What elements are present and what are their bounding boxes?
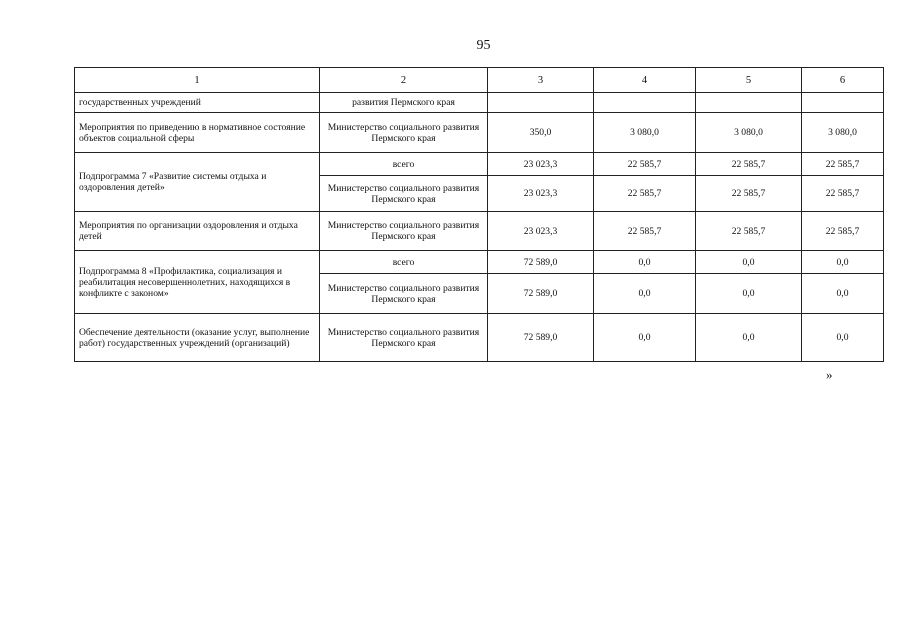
value-cell: 23 023,3: [488, 212, 594, 251]
column-header: 2: [320, 68, 488, 93]
value-cell: 0,0: [802, 251, 884, 274]
value-cell: 0,0: [802, 274, 884, 314]
table-row: [75, 153, 884, 176]
value-cell: [488, 93, 594, 113]
value-cell: 3 080,0: [696, 113, 802, 153]
row-name-cell: государственных учреждений: [75, 93, 320, 113]
row-executor-cell: Министерство социального развития Пермского края: [320, 314, 488, 362]
row-executor-cell: всего: [320, 251, 488, 274]
row-executor-cell: Министерство социального развития Пермского края: [320, 176, 488, 212]
value-cell: 22 585,7: [696, 153, 802, 176]
value-cell: 22 585,7: [802, 176, 884, 212]
row-name-cell: Обеспечение деятельности (оказание услуг, выполнение работ) государственных учреждений (организаций): [75, 314, 320, 362]
value-cell: 22 585,7: [802, 153, 884, 176]
column-header: 4: [594, 68, 696, 93]
column-header: 5: [696, 68, 802, 93]
value-cell: 22 585,7: [594, 153, 696, 176]
value-cell: 23 023,3: [488, 176, 594, 212]
value-cell: 22 585,7: [696, 176, 802, 212]
value-cell: 72 589,0: [488, 251, 594, 274]
row-executor-cell: Министерство социального развития Пермского края: [320, 113, 488, 153]
table-row: [75, 212, 884, 251]
row-executor-cell: Министерство социального развития Пермского края: [320, 274, 488, 314]
value-cell: 0,0: [696, 274, 802, 314]
table-row: [75, 113, 884, 153]
value-cell: [802, 93, 884, 113]
column-header: 3: [488, 68, 594, 93]
value-cell: 22 585,7: [696, 212, 802, 251]
value-cell: 0,0: [594, 251, 696, 274]
value-cell: 72 589,0: [488, 274, 594, 314]
value-cell: 22 585,7: [594, 176, 696, 212]
value-cell: 23 023,3: [488, 153, 594, 176]
column-header: 1: [75, 68, 320, 93]
page-number: 95: [476, 38, 491, 53]
value-cell: [696, 93, 802, 113]
value-cell: 0,0: [696, 251, 802, 274]
table-header-row: [75, 68, 884, 93]
row-executor-cell: Министерство социального развития Пермского края: [320, 212, 488, 251]
row-name-cell: Подпрограмма 8 «Профилактика, социализация и реабилитация несовершеннолетних, находящихся в конфликте с законом»: [75, 251, 320, 314]
row-executor-cell: всего: [320, 153, 488, 176]
value-cell: 72 589,0: [488, 314, 594, 362]
budget-table: [74, 67, 884, 362]
table-row: [75, 314, 884, 362]
row-name-cell: Мероприятия по приведению в нормативное состояние объектов социальной сферы: [75, 113, 320, 153]
value-cell: 22 585,7: [802, 212, 884, 251]
value-cell: 350,0: [488, 113, 594, 153]
value-cell: 0,0: [696, 314, 802, 362]
table-row: [75, 93, 884, 113]
value-cell: 22 585,7: [594, 212, 696, 251]
table-row: [75, 251, 884, 274]
row-executor-cell: развития Пермского края: [320, 93, 488, 113]
value-cell: 3 080,0: [802, 113, 884, 153]
value-cell: [594, 93, 696, 113]
value-cell: 3 080,0: [594, 113, 696, 153]
value-cell: 0,0: [594, 314, 696, 362]
value-cell: 0,0: [594, 274, 696, 314]
closing-quote: »: [826, 367, 833, 382]
column-header: 6: [802, 68, 884, 93]
value-cell: 0,0: [802, 314, 884, 362]
row-name-cell: Мероприятия по организации оздоровления и отдыха детей: [75, 212, 320, 251]
row-name-cell: Подпрограмма 7 «Развитие системы отдыха и оздоровления детей»: [75, 153, 320, 212]
